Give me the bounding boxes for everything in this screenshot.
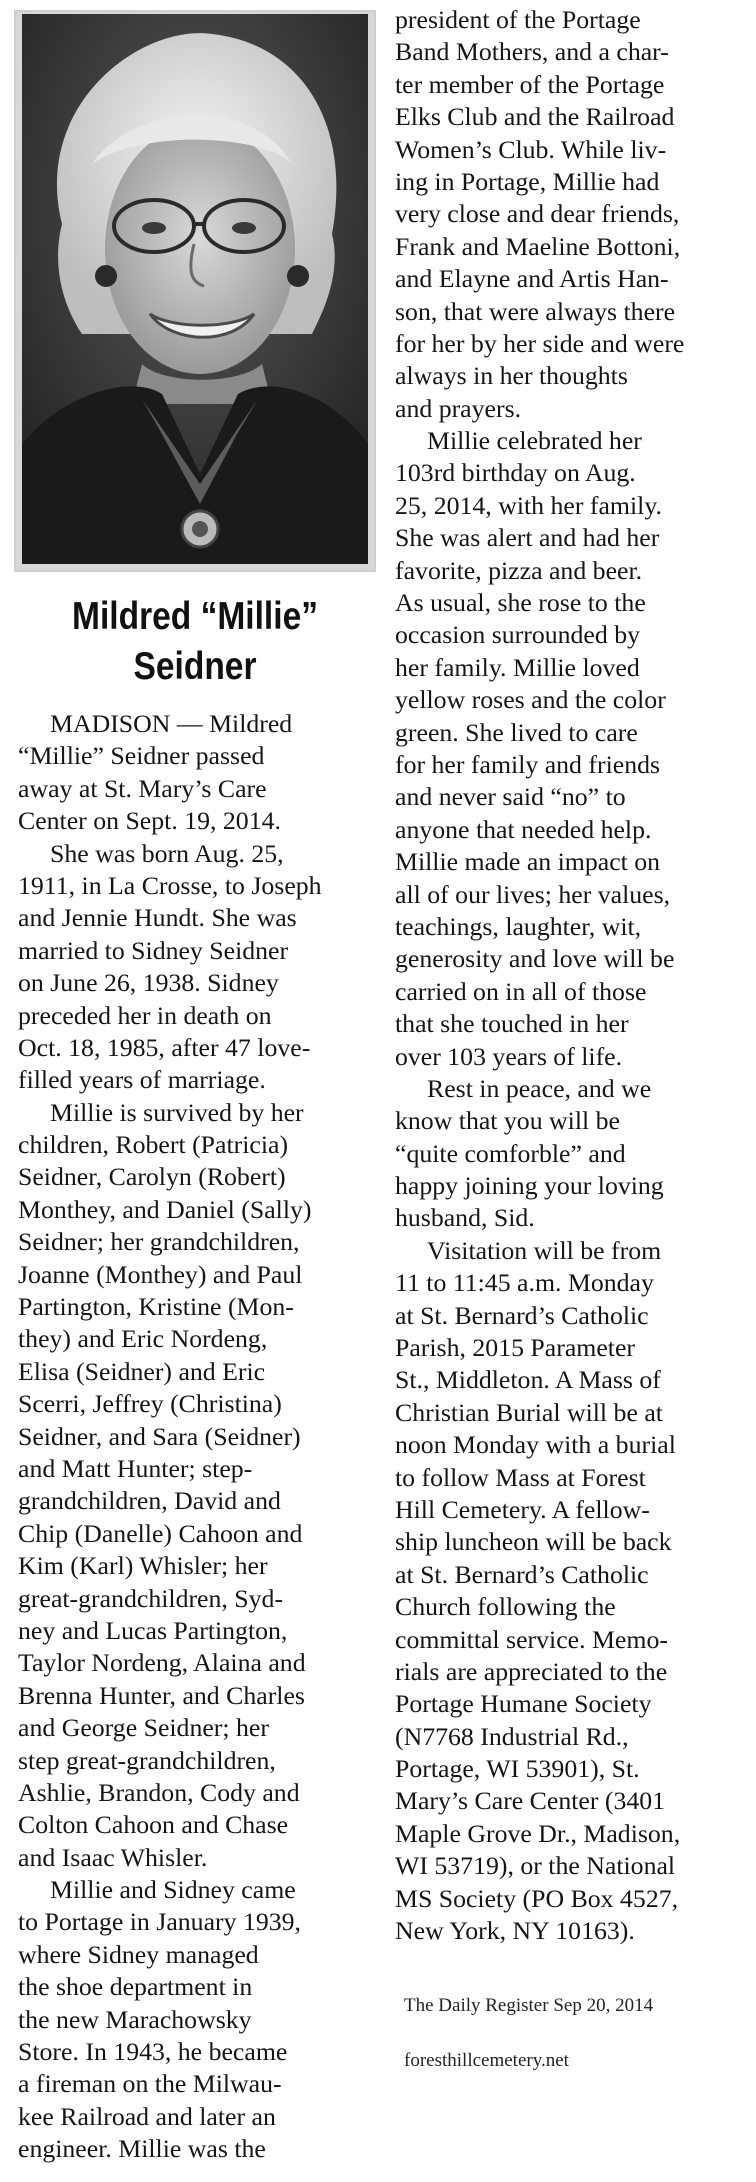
text-line: filled years of marriage. [18, 1065, 266, 1095]
text-line: Colton Cahoon and Chase [18, 1810, 289, 1840]
text-line: carried on in all of those [395, 976, 647, 1006]
source-credit: The Daily Register Sep 20, 2014 [404, 1995, 654, 2016]
text-line: “Millie” Seidner passed [18, 741, 265, 771]
text-line: Chip (Danelle) Cahoon and [18, 1518, 303, 1548]
text-line: teachings, laughter, wit, [395, 911, 642, 941]
text-line: to Portage in January 1939, [18, 1907, 301, 1937]
text-line: to follow Mass at Forest [395, 1462, 646, 1492]
text-line: and Elayne and Artis Han- [395, 264, 669, 294]
text-line: Church following the [395, 1592, 616, 1622]
text-line: kee Railroad and later an [18, 2101, 276, 2131]
text-line: grandchildren, David and [18, 1486, 281, 1516]
text-line: engineer. Millie was the [18, 2134, 266, 2164]
text-line: Portage Humane Society [395, 1689, 652, 1719]
text-line: and prayers. [395, 393, 522, 423]
text-line: Elisa (Seidner) and Eric [18, 1356, 266, 1386]
text-line: Ashlie, Brandon, Cody and [18, 1777, 300, 1807]
text-line: ney and Lucas Partington, [18, 1615, 288, 1645]
text-line: Mary’s Care Center (3401 [395, 1786, 666, 1816]
text-line: always in her thoughts [395, 361, 628, 391]
text-line: MADISON — Mildred [50, 709, 293, 738]
text-line: Women’s Club. While liv- [395, 134, 667, 164]
text-line: anyone that needed help. [395, 814, 652, 844]
text-line: 25, 2014, with her family. [395, 490, 663, 520]
text-line: where Sidney managed [18, 1939, 259, 1969]
text-line: Kim (Karl) Whisler; her [18, 1551, 268, 1581]
text-line: the new Marachowsky [18, 2004, 252, 2034]
text-line: step great-grandchildren, [18, 1745, 276, 1775]
text-line: 11 to 11:45 a.m. Monday [395, 1268, 654, 1298]
text-line: Seidner; her grandchildren, [18, 1227, 300, 1257]
text-line: for her by her side and were [395, 328, 685, 358]
text-line: green. She lived to care [395, 717, 638, 747]
text-line: Christian Burial will be at [395, 1397, 663, 1427]
text-line: Seidner, and Sara (Seidner) [18, 1421, 301, 1451]
text-line: Joanne (Monthey) and Paul [18, 1259, 303, 1289]
text-line: on June 26, 1938. Sidney [18, 968, 279, 998]
text-line: ing in Portage, Millie had [395, 166, 660, 196]
text-line: a fireman on the Milwau- [18, 2069, 282, 2099]
text-line: She was alert and had her [395, 523, 660, 553]
text-line: president of the Portage [395, 5, 641, 34]
left-column [18, 708, 378, 2166]
text-line: Elks Club and the Railroad [395, 102, 675, 132]
text-line: WI 53719), or the National [395, 1851, 676, 1881]
text-line: that she touched in her [395, 1009, 629, 1039]
text-line: “quite comforble” and [395, 1138, 626, 1168]
right-column [395, 4, 750, 1947]
text-line: rials are appreciated to the [395, 1656, 668, 1686]
portrait-photo [22, 14, 368, 564]
text-line: MS Society (PO Box 4527, [395, 1883, 679, 1913]
text-line: Millie and Sidney came [50, 1875, 296, 1905]
text-line: 103rd birthday on Aug. [395, 458, 636, 488]
text-line: over 103 years of life. [395, 1041, 623, 1071]
text-line: Partington, Kristine (Mon- [18, 1292, 294, 1322]
text-line: preceded her in death on [18, 1000, 272, 1030]
text-line: (N7768 Industrial Rd., [395, 1721, 629, 1751]
text-line: son, that were always there [395, 296, 676, 326]
text-line: Hill Cemetery. A fellow- [395, 1494, 650, 1524]
text-line: the shoe department in [18, 1972, 253, 2002]
text-line: Millie made an impact on [395, 847, 661, 877]
text-line: Monthey, and Daniel (Sally) [18, 1194, 312, 1224]
text-line: Store. In 1943, he became [18, 2037, 288, 2067]
text-line: occasion surrounded by [395, 620, 641, 650]
text-line: and never said “no” to [395, 782, 626, 812]
website-label: foresthillcemetery.net [404, 2050, 569, 2071]
text-line: ter member of the Portage [395, 69, 665, 99]
text-line: they) and Eric Nordeng, [18, 1324, 268, 1354]
name-line-2: Seidner [133, 645, 257, 688]
text-line: yellow roses and the color [395, 685, 666, 715]
text-line: know that you will be [395, 1106, 620, 1136]
text-line: children, Robert (Patricia) [18, 1130, 289, 1160]
text-line: Millie celebrated her [427, 426, 642, 456]
text-line: at St. Bernard’s Catholic [395, 1300, 649, 1330]
text-line: New York, NY 10163). [395, 1916, 635, 1946]
text-line: her family. Millie loved [395, 652, 640, 682]
text-line: very close and dear friends, [395, 199, 680, 229]
text-line: Band Mothers, and a char- [395, 37, 669, 67]
text-line: favorite, pizza and beer. [395, 555, 643, 585]
text-line: committal service. Memo- [395, 1624, 668, 1654]
text-line: and Jennie Hundt. She was [18, 903, 297, 933]
text-line: and Isaac Whisler. [18, 1842, 208, 1872]
text-line: Center on Sept. 19, 2014. [18, 806, 281, 836]
portrait-frame [14, 10, 376, 572]
text-line: Oct. 18, 1985, after 47 love- [18, 1032, 311, 1062]
text-line: Taylor Nordeng, Alaina and [18, 1648, 306, 1678]
text-line: Scerri, Jeffrey (Christina) [18, 1389, 282, 1419]
text-line: Portage, WI 53901), St. [395, 1754, 640, 1784]
text-line: Visitation will be from [427, 1235, 662, 1265]
text-line: married to Sidney Seidner [18, 935, 289, 965]
text-line: happy joining your loving [395, 1171, 664, 1201]
text-line: Parish, 2015 Parameter [395, 1333, 635, 1363]
name-line-1: Mildred “Millie” [72, 595, 318, 638]
text-line: and George Seidner; her [18, 1713, 269, 1743]
text-line: Rest in peace, and we [427, 1073, 652, 1103]
text-line: generosity and love will be [395, 944, 675, 974]
text-line: Brenna Hunter, and Charles [18, 1680, 305, 1710]
text-line: St., Middleton. A Mass of [395, 1365, 661, 1395]
text-line: and Matt Hunter; step- [18, 1453, 253, 1483]
text-line: away at St. Mary’s Care [18, 773, 267, 803]
text-line: ship luncheon will be back [395, 1527, 672, 1557]
text-line: Seidner, Carolyn (Robert) [18, 1162, 286, 1192]
text-line: 1911, in La Crosse, to Joseph [18, 870, 322, 900]
text-line: great-grandchildren, Syd- [18, 1583, 284, 1613]
text-line: Frank and Maeline Bottoni, [395, 231, 681, 261]
text-line: at St. Bernard’s Catholic [395, 1559, 649, 1589]
text-line: As usual, she rose to the [395, 588, 646, 618]
portrait-illustration [22, 14, 368, 564]
text-line: noon Monday with a burial [395, 1430, 676, 1460]
text-line: for her family and friends [395, 749, 661, 779]
text-line: all of our lives; her values, [395, 879, 671, 909]
text-line: husband, Sid. [395, 1203, 535, 1233]
obituary-name-heading [39, 592, 350, 692]
text-line: Maple Grove Dr., Madison, [395, 1818, 681, 1848]
text-line: Millie is survived by her [50, 1097, 304, 1127]
text-line: She was born Aug. 25, [50, 838, 284, 868]
